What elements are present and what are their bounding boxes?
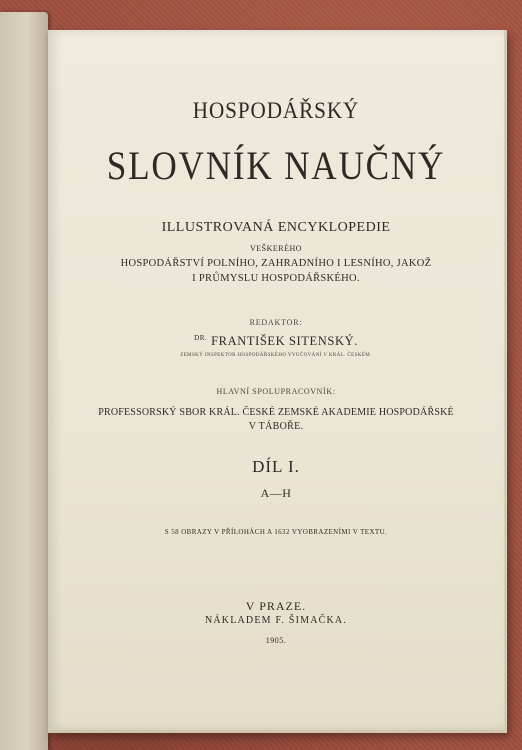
- editor-position: ZEMSKÝ INSPEKTOR HOSPODÁŘSKÉHO VYUČOVÁNÍ V KRÁL. ČESKÉM.: [180, 353, 372, 358]
- title-page: [48, 30, 507, 733]
- subtitle: ILLUSTROVANÁ ENCYKLOPEDIE: [161, 220, 391, 235]
- title-line-1: HOSPODÁŘSKÝ: [192, 98, 360, 123]
- editor-title: DR.: [194, 334, 208, 342]
- volume-range: A—H: [260, 486, 292, 500]
- editor-name: FRANTIŠEK SITENSKÝ.: [211, 334, 358, 348]
- subtitle-veskereho: VEŠKERÉHO: [249, 244, 303, 253]
- imprint-city: V PRAZE.: [245, 599, 307, 613]
- collaborator-line-1: PROFESSORSKÝ SBOR KRÁL. ČESKÉ ZEMSKÉ AKADEMIE HOSPODÁŘSKÉ: [98, 407, 454, 418]
- scope-line-2: I PRŮMYSLU HOSPODÁŘSKÉHO.: [192, 273, 360, 284]
- imprint-publisher: NÁKLADEM F. ŠIMAČKA.: [204, 615, 348, 626]
- editor-line: [48, 334, 504, 349]
- title-line-2: SLOVNÍK NAUČNÝ: [106, 143, 446, 188]
- collaborator-label: HLAVNÍ SPOLUPRACOVNÍK:: [216, 387, 336, 396]
- illustrations-note: S 58 OBRAZY V PŘÍLOHÁCH A 1632 VYOBRAZENÍMI V TEXTU.: [164, 528, 388, 536]
- editor-label: REDAKTOR:: [249, 318, 303, 327]
- collaborator-line-2: V TÁBOŘE.: [248, 421, 304, 432]
- scope-line-1: HOSPODÁŘSTVÍ POLNÍHO, ZAHRADNÍHO I LESNÍHO, JAKOŽ: [120, 258, 432, 269]
- imprint-year: 1905.: [265, 636, 287, 645]
- volume-label: DÍL I.: [252, 457, 300, 476]
- left-page-edge: [0, 12, 48, 750]
